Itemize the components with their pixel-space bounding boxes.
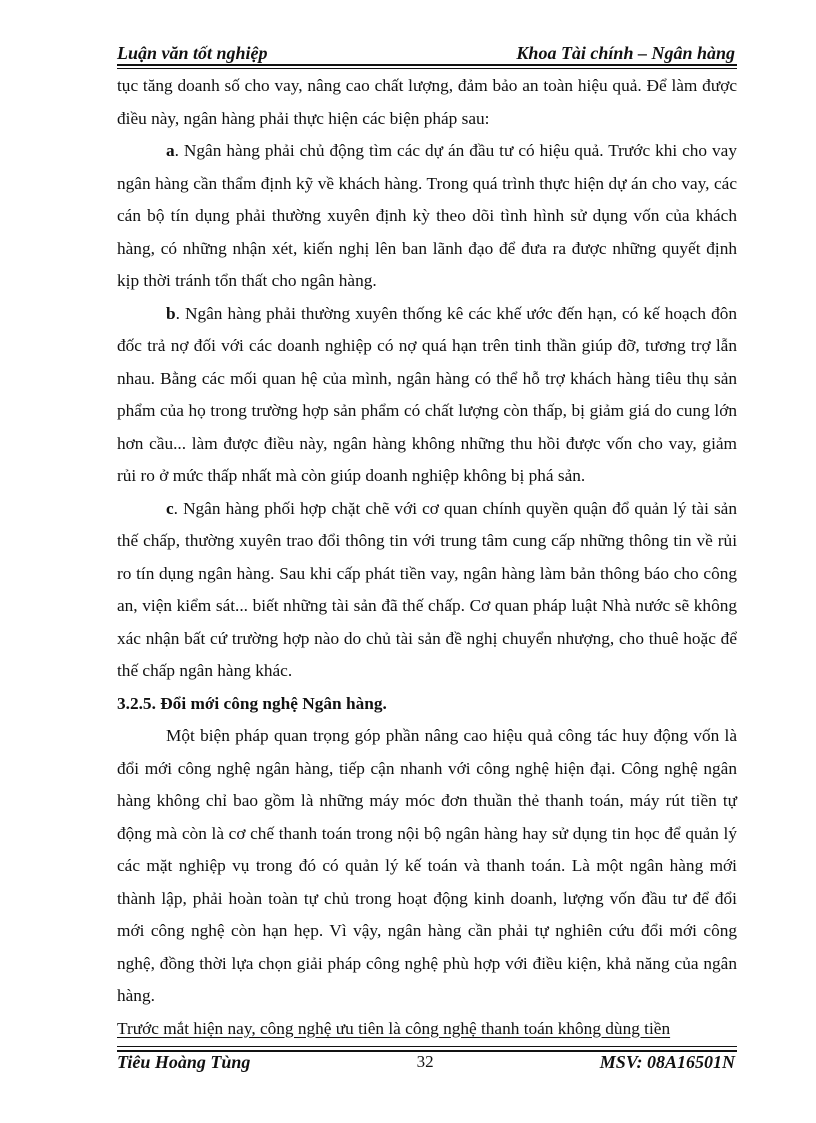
item-c-paragraph — [117, 493, 737, 688]
page-footer — [117, 1050, 735, 1074]
item-c-label: c — [166, 498, 174, 518]
footer-student-id: MSV: 08A16501N — [599, 1051, 735, 1072]
item-b-label: b — [166, 303, 176, 323]
header-thesis-title: Luận văn tốt nghiệp — [117, 43, 268, 63]
item-a-text: . Ngân hàng phải chủ động tìm các dự án đầu tư có hiệu quả. Trước khi cho vay ngân hàng cần thẩm định kỹ về khách hàng. Trong quá trình thực hiện dự án cho vay, các cán bộ tín dụng phải thường xuyên định kỳ theo dõi tình hình sử dụng vốn của khách hàng, có những nhận xét, kiến nghị lên ban lãnh đạo để đưa ra được những quyết định kịp thời tránh tổn thất cho ngân hàng. — [117, 141, 737, 290]
item-b-text: . Ngân hàng phải thường xuyên thống kê các khế ước đến hạn, có kế hoạch đôn đốc trả nợ đối với các doanh nghiệp có nợ quá hạn trên tinh thần giúp đỡ, tương trợ lẫn nhau. Bằng các mối quan hệ của mình, ngân hàng có thể hỗ trợ khách hàng tiêu thụ sản phẩm của họ trong trường hợp sản phẩm có chất lượng còn thấp, bị giảm giá do cung lớn hơn cầu... làm được điều này, ngân hàng không những thu hồi được vốn cho vay, giảm rủi ro ở mức thấp nhất mà còn giúp doanh nghiệp không bị phá sản. — [117, 303, 737, 485]
header-rule-thin — [117, 68, 737, 69]
intro-paragraph: tục tăng doanh số cho vay, nâng cao chất lượng, đảm bảo an toàn hiệu quả. Để làm được điều này, ngân hàng phải thực hiện các biện pháp sau: — [117, 76, 737, 128]
section-heading: 3.2.5. Đổi mới công nghệ Ngân hàng. — [117, 693, 387, 713]
continued-line: Trước mắt hiện nay, công nghệ ưu tiên là công nghệ thanh toán không dùng tiền — [117, 1018, 671, 1038]
section-paragraph: Một biện pháp quan trọng góp phần nâng cao hiệu quả công tác huy động vốn là đổi mới công nghệ ngân hàng, tiếp cận nhanh với công nghệ hiện đại. Công nghệ ngân hàng không chỉ bao gồm là những máy móc đơn thuần thẻ thanh toán, máy rút tiền tự động mà còn là cơ chế thanh toán trong nội bộ ngân hàng hay sử dụng tin học để quản lý các mặt nghiệp vụ trong đó có quản lý kế toán và thanh toán. Là một ngân hàng mới thành lập, phải hoàn toàn tự chủ trong hoạt động kinh doanh, lượng vốn đầu tư để đổi mới công nghệ còn hạn hẹp. Vì vậy, ngân hàng cần phải tự nghiên cứu đổi mới công nghệ, đồng thời lựa chọn giải pháp công nghệ phù hợp với điều kiện, khả năng của ngân hàng. — [117, 726, 737, 1005]
page-body — [117, 70, 737, 1045]
item-b-paragraph — [117, 298, 737, 493]
page-header — [117, 38, 735, 64]
header-faculty: Khoa Tài chính – Ngân hàng — [516, 43, 735, 63]
header-rule — [117, 64, 737, 66]
footer-author: Tiêu Hoàng Tùng — [117, 1051, 251, 1072]
footer-rule-thin — [117, 1046, 737, 1047]
item-a-paragraph — [117, 135, 737, 298]
item-c-text: . Ngân hàng phối hợp chặt chẽ với cơ quan chính quyền quận đổ quản lý tài sản thế chấp, thường xuyên trao đổi thông tin với trung tâm cung cấp những thông tin về rủi ro tín dụng ngân hàng. Sau khi cấp phát tiền vay, ngân hàng làm bản thông báo cho công an, viện kiểm sát... biết những tài sản đã thế chấp. Cơ quan pháp luật Nhà nước sẽ không xác nhận bất cứ trường hợp nào do chủ tài sản đề nghị chuyển nhượng, cho thuê hoặc để thế chấp ngân hàng khác. — [117, 498, 737, 680]
page-number: 32 — [416, 1052, 434, 1071]
item-a-label: a — [166, 141, 175, 160]
